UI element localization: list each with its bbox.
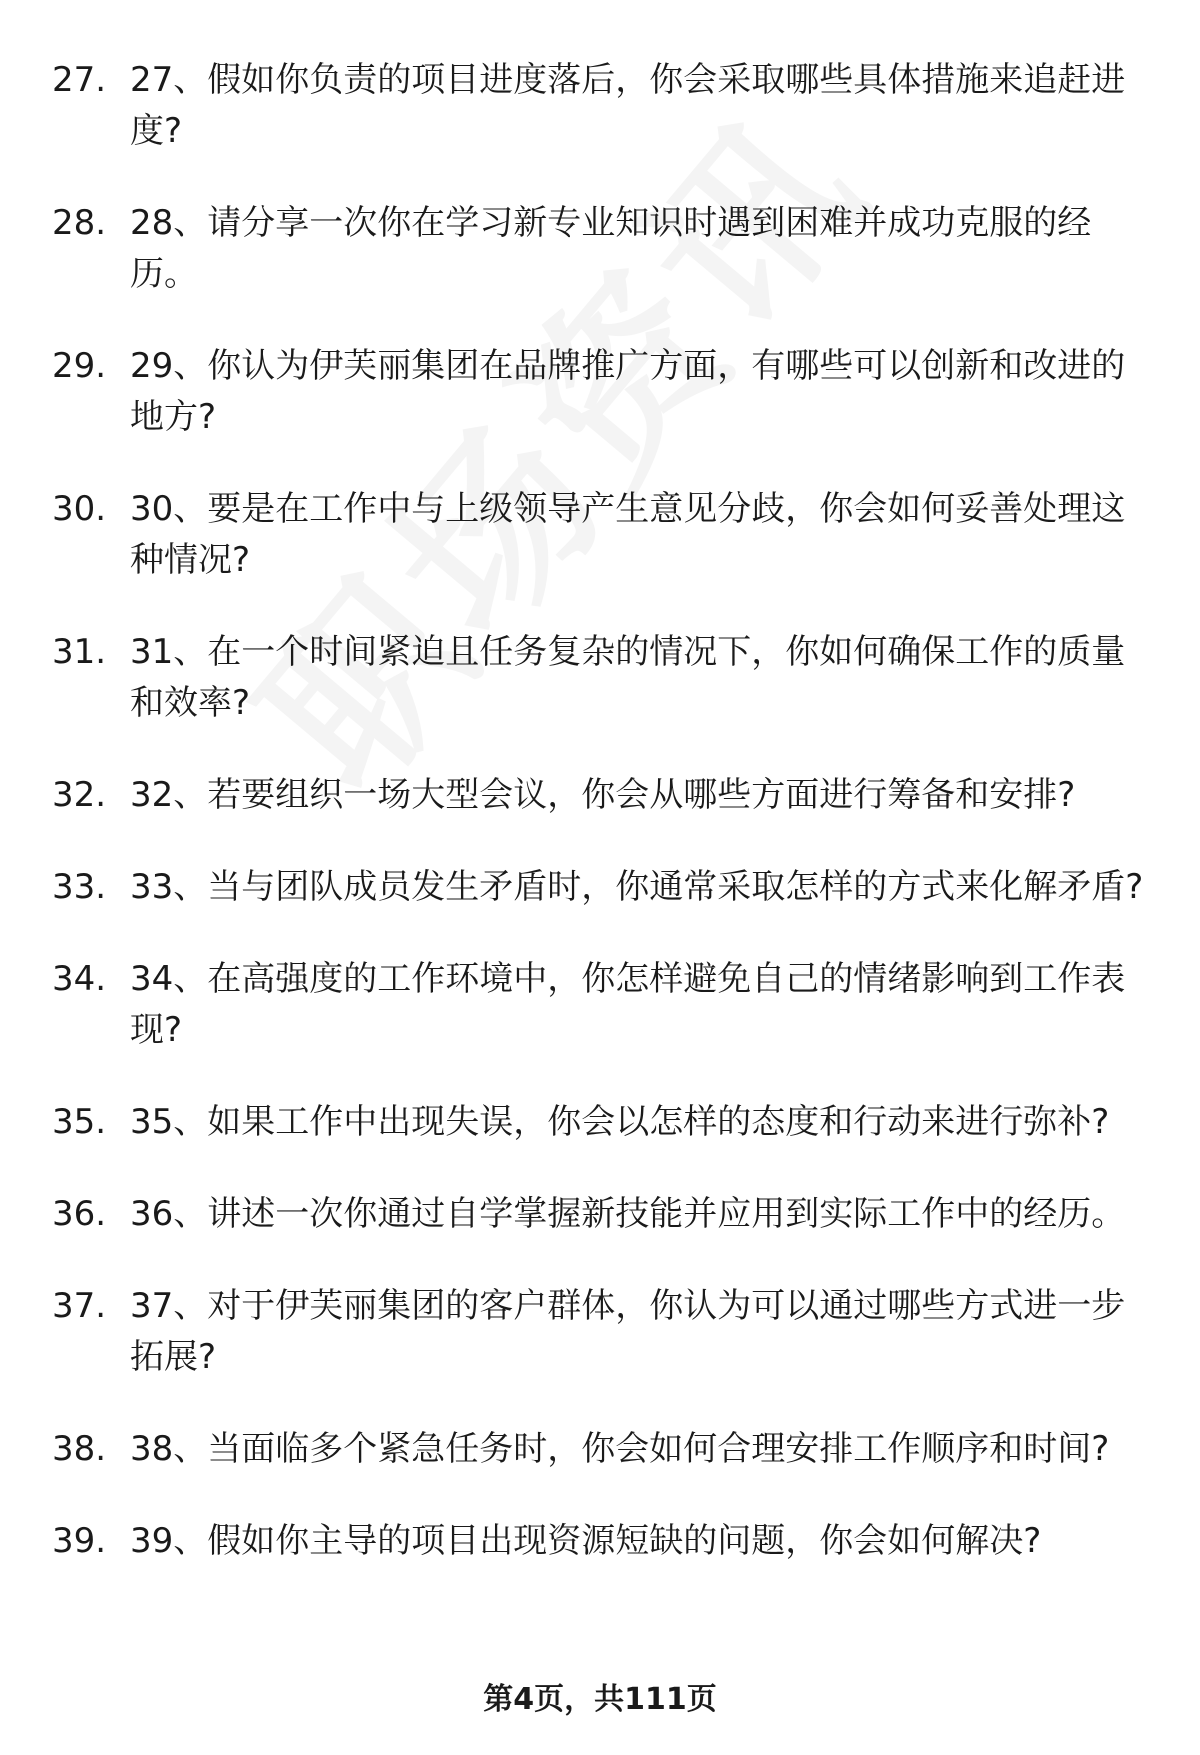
item-number: 33. — [52, 867, 107, 907]
item-text: 35、如果工作中出现失误，你会以怎样的态度和行动来进行弥补? — [130, 1102, 1110, 1142]
item-text: 27、假如你负责的项目进度落后，你会采取哪些具体措施来追赶进度? — [130, 60, 1126, 151]
item-text: 36、讲述一次你通过自学掌握新技能并应用到实际工作中的经历。 — [130, 1194, 1126, 1234]
item-number: 34. — [52, 959, 107, 999]
item-number: 35. — [52, 1102, 107, 1142]
item-number: 31. — [52, 632, 107, 672]
item-text: 31、在一个时间紧迫且任务复杂的情况下，你如何确保工作的质量和效率? — [130, 632, 1126, 723]
item-text: 30、要是在工作中与上级领导产生意见分歧，你会如何妥善处理这种情况? — [130, 489, 1126, 580]
item-number: 27. — [52, 60, 107, 100]
list-item — [0, 1281, 1200, 1383]
list-item — [0, 770, 1200, 821]
item-number: 32. — [52, 775, 107, 815]
item-text: 39、假如你主导的项目出现资源短缺的问题，你会如何解决? — [130, 1521, 1042, 1561]
item-number: 38. — [52, 1429, 107, 1469]
item-text: 33、当与团队成员发生矛盾时，你通常采取怎样的方式来化解矛盾? — [130, 867, 1144, 907]
item-number: 28. — [52, 203, 107, 243]
list-item — [0, 341, 1200, 443]
item-text: 32、若要组织一场大型会议，你会从哪些方面进行筹备和安排? — [130, 775, 1076, 815]
list-item — [0, 1516, 1200, 1567]
list-item — [0, 55, 1200, 157]
question-list — [0, 55, 1200, 1608]
list-item — [0, 1424, 1200, 1475]
item-text: 37、对于伊芙丽集团的客户群体，你认为可以通过哪些方式进一步拓展? — [130, 1286, 1126, 1377]
item-number: 29. — [52, 346, 107, 386]
list-item — [0, 862, 1200, 913]
list-item — [0, 1189, 1200, 1240]
item-text: 34、在高强度的工作环境中，你怎样避免自己的情绪影响到工作表现? — [130, 959, 1126, 1050]
list-item — [0, 627, 1200, 729]
list-item — [0, 198, 1200, 300]
item-text: 38、当面临多个紧急任务时，你会如何合理安排工作顺序和时间? — [130, 1429, 1110, 1469]
item-number: 30. — [52, 489, 107, 529]
list-item — [0, 954, 1200, 1056]
page-footer: 第4页，共111页 — [483, 1682, 717, 1717]
list-item — [0, 1097, 1200, 1148]
list-item — [0, 484, 1200, 586]
item-number: 39. — [52, 1521, 107, 1561]
item-text: 29、你认为伊芙丽集团在品牌推广方面，有哪些可以创新和改进的地方? — [130, 346, 1126, 437]
item-number: 37. — [52, 1286, 107, 1326]
item-number: 36. — [52, 1194, 107, 1234]
item-text: 28、请分享一次你在学习新专业知识时遇到困难并成功克服的经历。 — [130, 203, 1092, 294]
